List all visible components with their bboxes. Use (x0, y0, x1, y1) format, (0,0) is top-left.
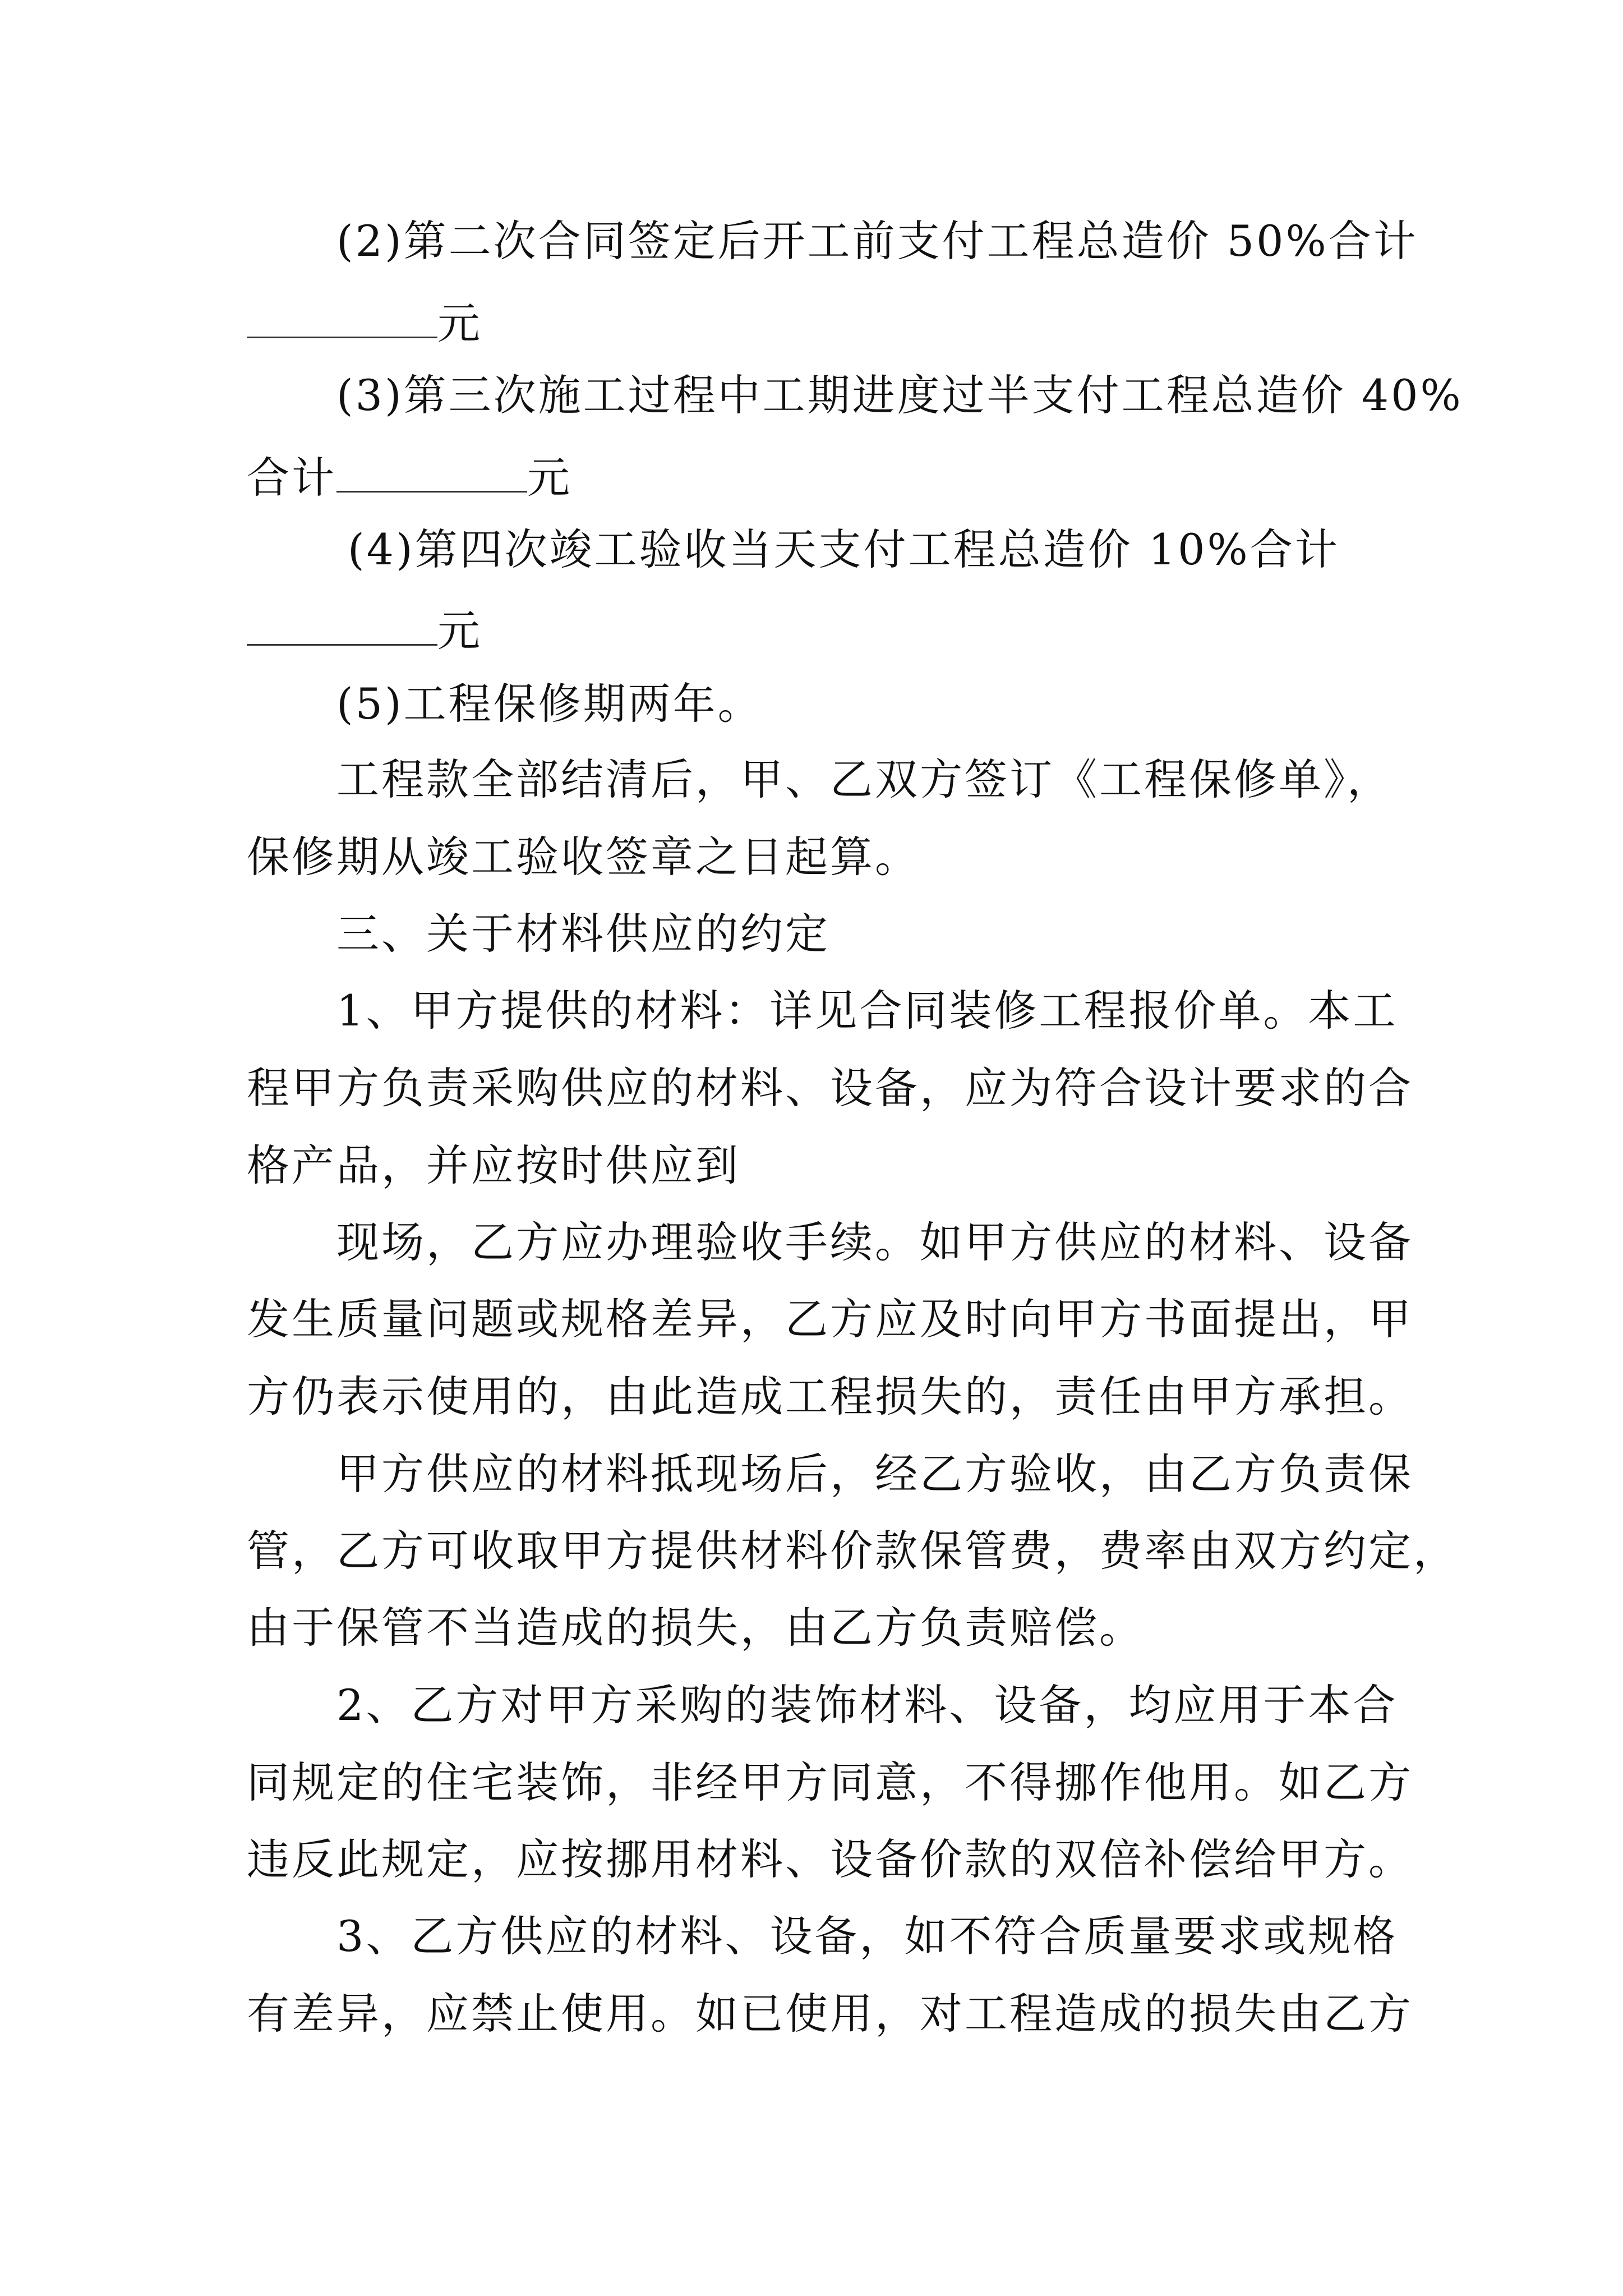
item-3-line-2: 有差异，应禁止使用。如已使用，对工程造成的损失由乙方 (247, 1989, 1413, 2039)
payment-item-2-amount (247, 292, 482, 352)
item-2-line-2: 同规定的住宅装饰，非经甲方同意，不得挪作他用。如乙方 (247, 1757, 1413, 1807)
payment-item-3: (3)第三次施工过程中工期进度过半支付工程总造价 40% (336, 370, 1463, 420)
amount-blank (247, 292, 437, 338)
item-1-line-3: 格产品，并应按时供应到 (247, 1140, 740, 1190)
item-1-cont-line-2: 发生质量问题或规格差异，乙方应及时向甲方书面提出，甲 (247, 1294, 1413, 1344)
payment-item-4-amount (247, 599, 482, 659)
amount-blank (336, 446, 527, 493)
item-1-line-2: 程甲方负责采购供应的材料、设备，应为符合设计要求的合 (247, 1063, 1413, 1113)
item-3-line-1: 3、乙方供应的材料、设备，如不符合质量要求或规格 (336, 1911, 1398, 1961)
section-3-heading: 三、关于材料供应的约定 (336, 909, 830, 959)
payment-item-2: (2)第二次合同签定后开工前支付工程总造价 50%合计 (336, 216, 1418, 266)
warranty-line-2: 保修期从竣工验收签章之日起算。 (247, 832, 920, 882)
custody-line-1: 甲方供应的材料抵现场后，经乙方验收，由乙方负责保 (336, 1449, 1413, 1499)
payment-item-3-amount (247, 446, 572, 506)
payment-item-4: (4)第四次竣工验收当天支付工程总造价 10%合计 (348, 524, 1340, 574)
amount-prefix: 合计 (247, 453, 336, 503)
item-1-cont-line-3: 方仍表示使用的，由此造成工程损失的，责任由甲方承担。 (247, 1372, 1413, 1421)
warranty-line-1: 工程款全部结清后，甲、乙双方签订《工程保修单》， (336, 754, 1392, 804)
amount-blank (247, 599, 437, 646)
item-2-line-1: 2、乙方对甲方采购的装饰材料、设备，均应用于本合 (336, 1680, 1398, 1730)
currency-unit: 元 (437, 298, 482, 348)
item-1-line-1: 1、甲方提供的材料：详见合同装修工程报价单。本工 (336, 986, 1398, 1036)
item-2-line-3: 违反此规定，应按挪用材料、设备价款的双倍补偿给甲方。 (247, 1834, 1413, 1884)
currency-unit: 元 (437, 606, 482, 656)
item-1-cont-line-1: 现场，乙方应办理验收手续。如甲方供应的材料、设备 (336, 1217, 1413, 1267)
custody-line-2: 管，乙方可收取甲方提供材料价款保管费，费率由双方约定， (247, 1526, 1458, 1576)
custody-line-3: 由于保管不当造成的损失，由乙方负责赔偿。 (247, 1603, 1144, 1653)
currency-unit: 元 (527, 453, 572, 503)
payment-item-5: (5)工程保修期两年。 (336, 679, 763, 729)
